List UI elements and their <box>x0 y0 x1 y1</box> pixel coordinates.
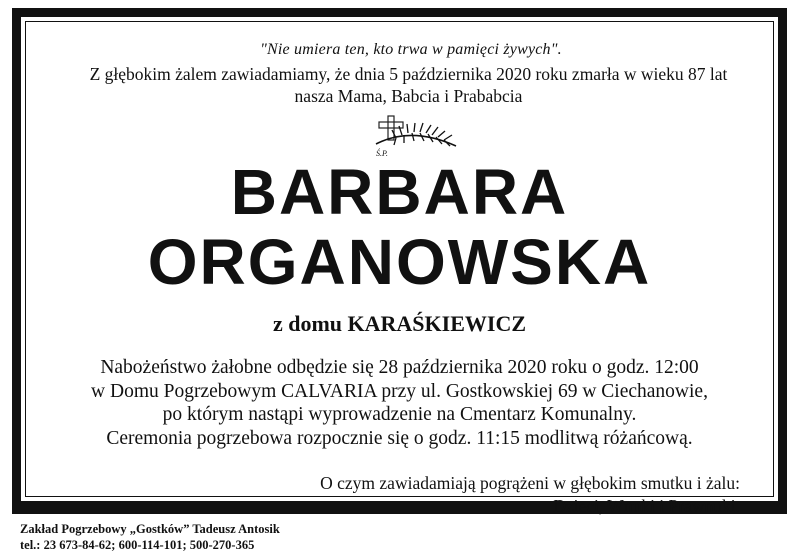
first-name: BARBARA <box>230 156 569 228</box>
ceremony-details <box>21 356 778 450</box>
ceremony-line: w Domu Pogrzebowym CALVARIA przy ul. Gostkowskiej 69 w Ciechanowie, <box>91 380 708 402</box>
intro-text <box>31 63 786 107</box>
maiden-name: KARAŚKIEWICZ <box>347 311 527 336</box>
signoff <box>320 472 740 518</box>
maiden-prefix: z domu <box>272 311 343 336</box>
maiden-name-line <box>21 311 778 337</box>
intro-line: nasza Mama, Babcia i Prababcia <box>294 86 523 106</box>
ceremony-line: Nabożeństwo żałobne odbędzie się 28 października 2020 roku o godz. 12:00 <box>100 357 699 378</box>
ceremony-line: Ceremonia pogrzebowa rozpocznie się o godz. 11:15 modlitwą różańcową. <box>106 427 693 449</box>
motto: "Nie umiera ten, kto trwa w pamięci żywych". <box>260 41 562 58</box>
obituary-frame <box>12 8 787 514</box>
funeral-home-phones: tel.: 23 673-84-62; 600-114-101; 500-270-365 <box>20 538 255 552</box>
last-name: ORGANOWSKA <box>147 226 652 298</box>
emblem-label: Ś.P. <box>376 149 388 158</box>
signoff-line: O czym zawiadamiają pogrążeni w głębokim smutku i żalu: <box>320 473 740 493</box>
funeral-home-footer <box>20 521 280 553</box>
ceremony-line: po którym nastąpi wyprowadzenie na Cmentarz Komunalny. <box>162 404 637 425</box>
cross-with-palm-branch-icon <box>366 114 466 158</box>
signoff-family: Dzieci, Wnuki i Prawnuki. <box>553 496 740 516</box>
intro-line: Z głębokim żalem zawiadamiamy, że dnia 5 października 2020 roku zmarła w wieku 87 lat <box>89 64 728 84</box>
funeral-home-name: Zakład Pogrzebowy „Gostków” Tadeusz Antosik <box>20 522 280 536</box>
